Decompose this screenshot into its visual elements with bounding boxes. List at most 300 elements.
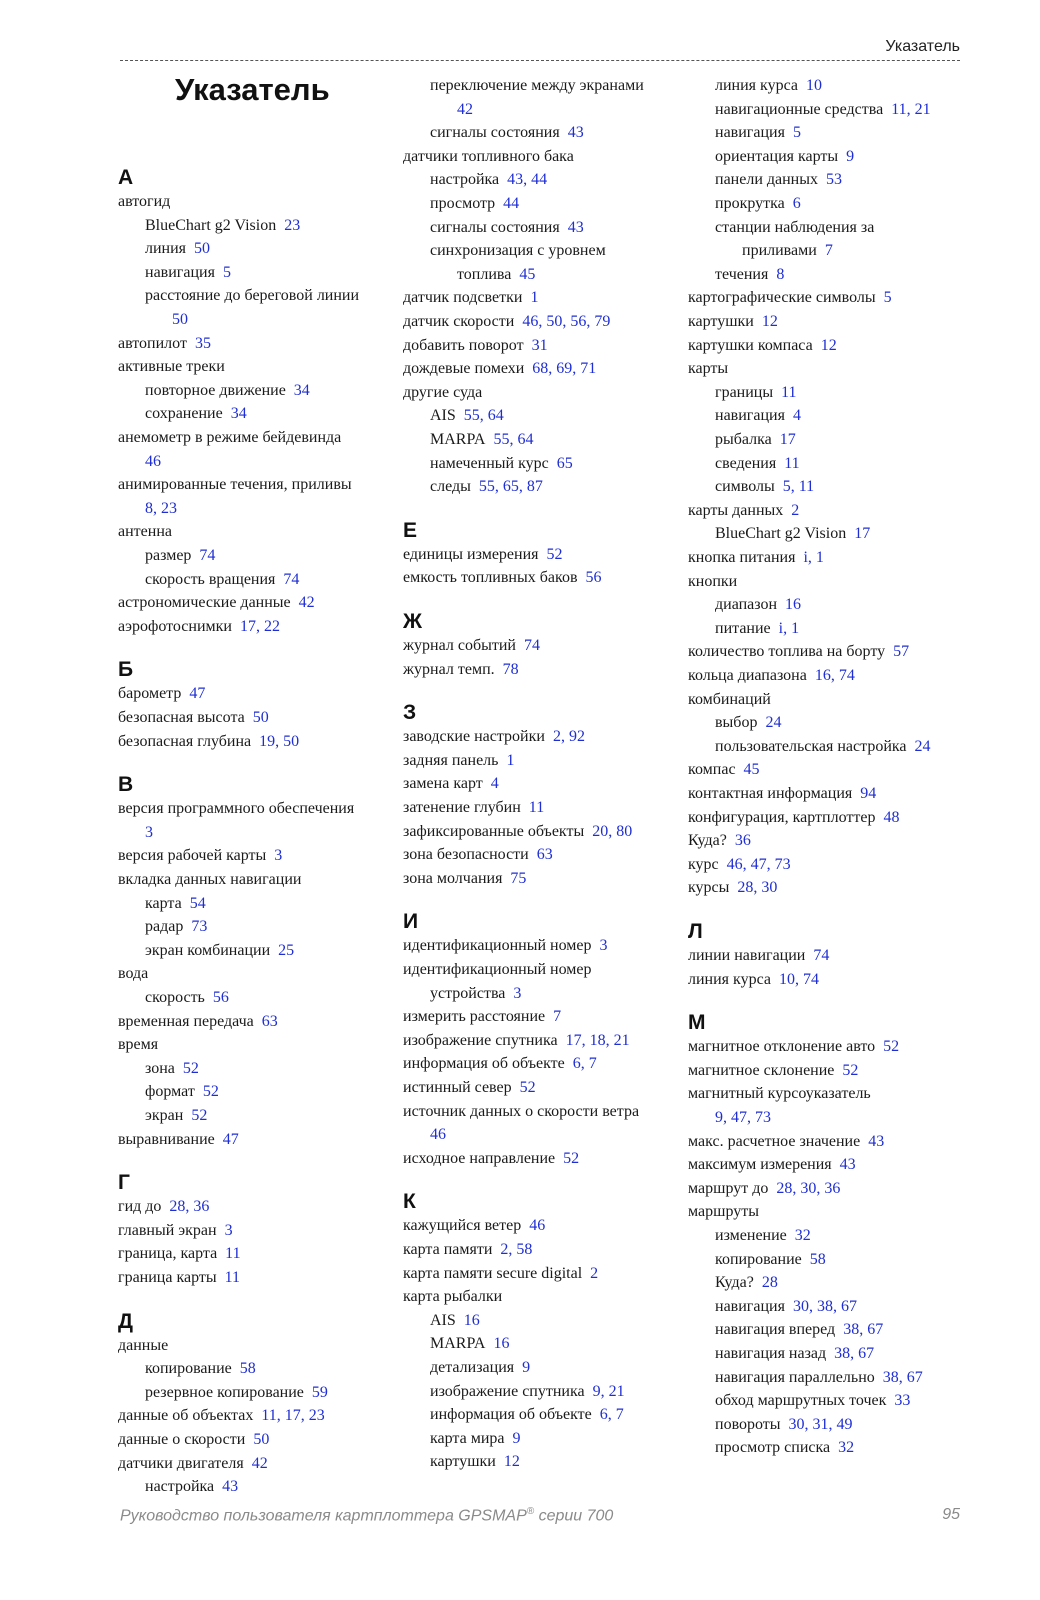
page-link[interactable]: 55 (478, 478, 495, 496)
entry-term: конфигурация, картплоттер (688, 808, 876, 826)
page-link[interactable]: 58 (239, 1360, 256, 1378)
index-entry (118, 1244, 241, 1264)
entry-term: информация об объекте (403, 1055, 565, 1073)
index-subentry (430, 76, 644, 96)
page-link[interactable]: 28 (169, 1198, 186, 1216)
entry-term: копирование (715, 1250, 802, 1268)
entry-term: питание (715, 619, 771, 637)
index-subentry (145, 1059, 199, 1079)
entry-term: курсы (688, 879, 730, 897)
page-link[interactable]: 74 (283, 570, 300, 588)
page-link[interactable]: 18 (589, 1031, 606, 1049)
page-link[interactable]: 74 (199, 547, 216, 564)
page-link[interactable]: 63 (536, 846, 553, 864)
index-entry (118, 1454, 268, 1474)
page-link[interactable]: 67 (906, 1368, 923, 1386)
page-link[interactable]: 1 (815, 549, 824, 566)
page-link[interactable]: 47 (731, 1109, 747, 1126)
page-link[interactable]: 30 (800, 1179, 817, 1197)
section-letter: З (403, 701, 417, 725)
entry-term: течения (715, 265, 769, 283)
page-link[interactable]: 10 (805, 77, 822, 94)
page-link[interactable]: 46 (430, 1126, 446, 1144)
index-subentry (715, 170, 842, 190)
page-link[interactable]: 16 (814, 667, 831, 684)
page-link[interactable]: 11 (261, 1407, 277, 1425)
entry-term: курс (688, 855, 719, 873)
page-link[interactable]: 11 (798, 478, 815, 496)
page-link[interactable]: 1 (506, 751, 515, 769)
page-link[interactable]: 80 (616, 822, 633, 840)
page-link[interactable]: 87 (526, 478, 543, 496)
page-link[interactable]: 54 (189, 894, 206, 912)
page-link[interactable]: 17 (779, 431, 796, 448)
page-link[interactable]: 22 (264, 617, 280, 635)
page-link[interactable]: 52 (202, 1083, 219, 1101)
page-link[interactable]: 46 (145, 452, 161, 470)
page-link[interactable]: 52 (546, 545, 563, 563)
page-link[interactable]: 28 (737, 879, 754, 897)
entry-term: макс. расчетное значение (688, 1132, 861, 1150)
index-subentry: изображение спутника 9, 21 (430, 1382, 625, 1400)
page-link[interactable]: 7 (588, 1055, 597, 1073)
index-entry (688, 1155, 856, 1175)
index-subentry: следы 55, 65, 87 (430, 478, 543, 496)
page-link[interactable]: 47 (189, 685, 206, 703)
page-link[interactable]: 50 (252, 709, 269, 726)
entry-term: картушки компаса (688, 336, 813, 354)
index-entry (118, 1430, 269, 1450)
page-link[interactable]: 5 (792, 124, 801, 142)
page-link[interactable]: 64 (487, 407, 504, 425)
index-subentry (145, 263, 231, 283)
page-link[interactable]: 38 (843, 1321, 860, 1339)
entry-term: символы (715, 478, 775, 496)
page-link[interactable]: 3 (599, 937, 608, 955)
page-link[interactable]: 67 (840, 1297, 857, 1315)
page-link[interactable]: 36 (193, 1198, 210, 1216)
entry-term: версия программного обеспечения (118, 800, 355, 818)
entry-term: карта памяти (403, 1241, 493, 1258)
entry-term: синхронизация с уровнем (430, 242, 606, 260)
page-link[interactable]: 16 (493, 1335, 510, 1353)
page-link[interactable]: 78 (502, 660, 519, 678)
page-link[interactable]: 3 (274, 847, 283, 865)
page-link[interactable]: 47 (750, 855, 767, 873)
index-entry (688, 784, 876, 804)
index-entry: маршрут до 28, 30, 36 (688, 1179, 841, 1197)
page-link[interactable]: 64 (517, 431, 534, 448)
index-entry (403, 1007, 561, 1027)
page-link[interactable]: 10 (778, 970, 795, 988)
entry-term: магнитный курсоуказатель (688, 1085, 871, 1103)
page-link[interactable]: 12 (761, 313, 778, 330)
entry-term: картушки (430, 1453, 496, 1471)
entry-term: карта (145, 894, 182, 912)
page-link[interactable]: 16 (463, 1311, 480, 1329)
page-link[interactable]: 73 (191, 918, 208, 936)
page-link[interactable]: 9 (592, 1382, 601, 1400)
index-subentry (430, 218, 584, 238)
index-subentry: навигация назад 38, 67 (715, 1345, 875, 1362)
page-link[interactable]: 52 (883, 1038, 900, 1056)
page-link[interactable]: 50 (253, 1431, 270, 1448)
page-link[interactable]: 24 (914, 737, 931, 755)
page-link[interactable]: 38 (882, 1368, 899, 1386)
page-link[interactable]: 56 (212, 989, 229, 1006)
page-link[interactable]: 65 (556, 454, 573, 472)
page-link[interactable]: 11 (528, 799, 545, 816)
entry-term: количество топлива на борту (688, 643, 886, 661)
entry-term: повороты (715, 1415, 781, 1433)
page-link[interactable]: 12 (503, 1453, 520, 1471)
entry-term: зона (145, 1059, 175, 1077)
page-link[interactable]: 56 (570, 313, 587, 330)
index-entry (118, 1130, 239, 1150)
entry-term: аэрофотоснимки (118, 617, 232, 635)
entry-term: изображение спутника (430, 1382, 585, 1400)
page-link[interactable]: 43 (839, 1156, 856, 1174)
page-link[interactable]: 74 (813, 947, 830, 964)
page-link[interactable]: 52 (191, 1107, 208, 1124)
index-entry (688, 501, 799, 521)
page-link[interactable]: 43 (507, 171, 524, 189)
index-entry (403, 336, 548, 356)
page-link[interactable]: 46 (529, 1217, 546, 1235)
entry-term: экран (145, 1107, 184, 1124)
entry-term: повторное движение (145, 381, 286, 399)
index-subentry (715, 76, 822, 96)
page-link[interactable]: 73 (774, 855, 791, 873)
page-link[interactable]: 47 (222, 1130, 239, 1148)
page-link[interactable]: 52 (519, 1079, 536, 1096)
page-link[interactable]: 52 (182, 1059, 199, 1077)
index-entry-continuation (457, 100, 473, 120)
entry-term: исходное направление (403, 1149, 556, 1167)
page-link[interactable]: 79 (594, 313, 611, 330)
entry-term: копирование (145, 1360, 232, 1378)
index-entry: заводские настройки 2, 92 (403, 728, 585, 746)
page-link[interactable]: 11 (224, 1269, 241, 1286)
page-link[interactable]: 42 (251, 1454, 268, 1472)
entry-term: данные о скорости (118, 1431, 246, 1448)
page-link[interactable]: 32 (794, 1227, 811, 1244)
section-letter: Ж (403, 610, 422, 633)
section-letter: Д (118, 1309, 133, 1333)
entry-term: BlueChart g2 Vision (145, 216, 277, 234)
entry-term: вкладка данных навигации (118, 871, 302, 888)
page-link[interactable]: 9 (522, 1359, 531, 1376)
page-link[interactable]: 38 (834, 1345, 851, 1362)
entry-term: резервное копирование (145, 1383, 304, 1401)
entry-term: сигналы состояния (430, 124, 560, 142)
index-entry (688, 572, 737, 592)
page-link[interactable]: 2 (791, 501, 800, 519)
index-entry: кольца диапазона 16, 74 (688, 667, 855, 684)
entry-term: сигналы состояния (430, 218, 560, 236)
footer-series-text: серии 700 (534, 1507, 614, 1525)
entry-term: навигация (715, 124, 785, 142)
entry-term: намеченный курс (430, 454, 549, 472)
index-subentry: навигация параллельно 38, 67 (715, 1368, 923, 1386)
index-entry: безопасная глубина 19, 50 (118, 732, 300, 750)
page-link[interactable]: 48 (883, 808, 900, 826)
page-link[interactable]: 45 (519, 265, 536, 283)
page-link[interactable]: 21 (608, 1382, 625, 1400)
page-link[interactable]: 21 (914, 100, 931, 118)
page-link[interactable]: 9 (846, 147, 855, 165)
entry-term: Куда? (715, 1274, 754, 1292)
entry-term: замена карт (403, 775, 483, 793)
page-link[interactable]: 6 (792, 195, 801, 212)
page-link[interactable]: 1 (530, 289, 539, 307)
page-link[interactable]: 53 (826, 171, 842, 189)
entry-term: маршрут до (688, 1179, 769, 1197)
index-entry (403, 798, 544, 818)
page-link[interactable]: 43 (567, 124, 584, 142)
entry-term: границы (715, 383, 774, 401)
index-entry (403, 1149, 579, 1169)
index-entry (118, 846, 282, 866)
page-link[interactable]: 28 (776, 1179, 793, 1197)
page-link[interactable]: 3 (145, 823, 153, 841)
page-link[interactable]: 52 (563, 1149, 580, 1167)
page-link[interactable]: 38 (816, 1297, 833, 1315)
page-link[interactable]: 30 (788, 1415, 805, 1433)
page-link[interactable]: 3 (513, 984, 522, 1002)
page-link[interactable]: 23 (284, 216, 301, 234)
index-subentry: навигация 30, 38, 67 (715, 1297, 857, 1315)
page-link[interactable]: 56 (585, 569, 602, 587)
entry-term: идентификационный номер (403, 937, 592, 955)
page-link[interactable]: 74 (838, 667, 855, 684)
entry-term: картушки (688, 313, 754, 330)
footer-manual-title (120, 1506, 613, 1525)
page-link[interactable]: 28 (761, 1274, 778, 1292)
index-subentry (715, 383, 797, 403)
entry-term: навигация (715, 1297, 785, 1315)
page-link[interactable]: 55 (493, 431, 510, 448)
entry-term: информация об объекте (430, 1406, 592, 1424)
entry-term: активные треки (118, 358, 225, 376)
page-link[interactable]: 55 (463, 407, 480, 425)
page-link[interactable]: 46 (726, 855, 743, 873)
index-entry: гид до 28, 36 (118, 1198, 210, 1216)
page-link[interactable]: 75 (510, 869, 527, 887)
page-link[interactable]: 50 (194, 240, 211, 258)
page-link[interactable]: 8 (776, 265, 785, 283)
index-entry: изображение спутника 17, 18, 21 (403, 1031, 630, 1049)
page-link[interactable]: 17 (854, 525, 871, 543)
page-link[interactable]: i (778, 619, 784, 637)
page-link[interactable]: 5 (222, 263, 231, 281)
page-link[interactable]: 44 (531, 171, 548, 189)
entry-term: журнал темп. (403, 660, 495, 678)
index-entry (403, 1078, 536, 1098)
index-entry (403, 1264, 598, 1284)
running-header: Указатель (885, 38, 960, 55)
entry-term: навигация назад (715, 1345, 827, 1362)
entry-term: топлива (457, 265, 512, 283)
entry-term: астрономические данные (118, 594, 291, 612)
page-link[interactable]: 6 (572, 1055, 581, 1073)
page-link[interactable]: 69 (556, 360, 573, 378)
page-link[interactable]: 23 (308, 1407, 325, 1425)
page-link[interactable]: 44 (503, 195, 520, 212)
index-entry (403, 936, 608, 956)
entry-term: журнал событий (403, 637, 516, 654)
page-link[interactable]: 43 (222, 1478, 239, 1496)
index-subentry (145, 404, 247, 424)
page-link[interactable]: 43 (567, 218, 584, 236)
page-link[interactable]: 32 (838, 1439, 855, 1457)
page-link[interactable]: 7 (553, 1008, 562, 1026)
page-link[interactable]: 35 (194, 334, 211, 352)
page-link[interactable]: 11 (784, 454, 800, 472)
section-letter: И (403, 910, 419, 934)
page-link[interactable]: 58 (516, 1241, 533, 1258)
page-link[interactable]: 17 (284, 1407, 301, 1425)
page-link[interactable]: 36 (824, 1179, 841, 1197)
page-link[interactable]: 50 (546, 313, 563, 330)
entry-term: магнитное склонение (688, 1061, 835, 1079)
index-subentry (145, 941, 294, 961)
page-link[interactable]: 23 (161, 499, 177, 517)
index-subentry (715, 595, 801, 615)
entry-term: автопилот (118, 334, 187, 352)
page-link[interactable]: 19 (259, 732, 276, 750)
page-link[interactable]: 5 (883, 289, 892, 307)
page-link[interactable]: 31 (812, 1415, 829, 1433)
page-link[interactable]: 31 (531, 336, 548, 354)
page-link[interactable]: 9 (715, 1109, 723, 1126)
page-link[interactable]: 42 (457, 100, 473, 118)
page-link[interactable]: 17 (565, 1031, 582, 1049)
page-link[interactable]: 12 (820, 336, 837, 354)
index-entry (688, 359, 728, 379)
page-link[interactable]: 49 (836, 1415, 853, 1433)
index-entry (688, 1037, 899, 1057)
entry-term: карты (688, 360, 729, 378)
page-link[interactable]: 59 (311, 1383, 328, 1401)
page-link[interactable]: 17 (240, 617, 256, 635)
index-entry (118, 799, 354, 819)
entry-term: магнитное отклонение авто (688, 1038, 876, 1056)
page-link[interactable]: 11 (891, 100, 907, 118)
index-subentry (715, 1226, 811, 1246)
entry-term: истинный север (403, 1079, 512, 1096)
entry-term: навигация (715, 407, 785, 425)
page-link[interactable]: 5 (782, 478, 791, 496)
entry-term: устройства (430, 984, 506, 1002)
page-link[interactable]: 30 (792, 1297, 809, 1315)
page-link[interactable]: 25 (278, 941, 295, 959)
page-link[interactable]: 3 (224, 1221, 233, 1239)
page-link[interactable]: 24 (765, 714, 782, 732)
page-link[interactable]: 52 (842, 1061, 859, 1079)
index-entry (118, 964, 148, 984)
entry-term: антенна (118, 523, 172, 541)
page-link[interactable]: 11 (225, 1245, 241, 1263)
page-link[interactable]: 71 (580, 360, 597, 378)
page-link[interactable]: 1 (791, 619, 800, 637)
index-entry-continuation (145, 452, 161, 472)
page-link[interactable]: 50 (172, 311, 188, 328)
page-link[interactable]: 58 (809, 1250, 826, 1268)
page-link[interactable]: 30 (761, 879, 778, 897)
page-link[interactable]: 45 (743, 761, 760, 779)
page-link[interactable]: 50 (283, 732, 300, 750)
entry-term: безопасная высота (118, 709, 245, 726)
entry-term: кнопки (688, 572, 738, 590)
page-link[interactable]: 34 (230, 405, 247, 423)
entry-term: пользовательская настройка (715, 737, 907, 755)
page-link[interactable]: 67 (858, 1345, 875, 1362)
entry-term: MARPA (430, 1335, 486, 1353)
index-entry (403, 845, 553, 865)
index-subentry (715, 1438, 854, 1458)
page-link[interactable]: 36 (734, 832, 751, 850)
index-subentry: настройка 43, 44 (430, 171, 548, 189)
page-link[interactable]: 74 (802, 970, 819, 988)
page-link[interactable]: 42 (298, 594, 315, 612)
page-link[interactable]: 20 (592, 822, 609, 840)
page-link[interactable]: 2 (552, 728, 561, 746)
entry-term: источник данных о скорости ветра (403, 1102, 640, 1120)
page-link[interactable]: 92 (568, 728, 585, 746)
index-entry: курс 46, 47, 73 (688, 855, 791, 873)
entry-term: расстояние до береговой линии (145, 287, 360, 305)
entry-term: выбор (715, 714, 758, 732)
page-link[interactable]: 16 (785, 596, 802, 614)
page-link[interactable]: 9 (512, 1429, 521, 1447)
page-link[interactable]: 57 (893, 643, 910, 661)
index-subentry (715, 406, 801, 426)
index-subentry (715, 218, 874, 238)
entry-term: максимум измерения (688, 1156, 832, 1174)
page-link[interactable]: 65 (502, 478, 519, 496)
page-link[interactable]: 43 (868, 1132, 885, 1150)
page-link[interactable]: 7 (615, 1406, 624, 1424)
page-link[interactable]: 6 (599, 1406, 608, 1424)
index-entry (118, 684, 205, 704)
page-link[interactable]: 7 (824, 242, 833, 260)
page-link[interactable]: 8 (145, 499, 153, 517)
page-link[interactable]: 4 (490, 775, 499, 793)
page-link[interactable]: 2 (500, 1241, 509, 1258)
page-link[interactable]: 63 (261, 1012, 278, 1030)
index-subentry (715, 1250, 826, 1270)
page-link[interactable]: 46 (522, 313, 539, 330)
page-link[interactable]: 4 (792, 407, 801, 425)
page-link[interactable]: 34 (293, 381, 310, 399)
page-link[interactable]: 33 (894, 1392, 911, 1410)
page-link[interactable]: 11 (781, 383, 797, 401)
page-link[interactable]: 21 (613, 1031, 630, 1049)
page-link[interactable]: i (803, 549, 808, 566)
index-entry (403, 568, 602, 588)
page-link[interactable]: 68 (532, 360, 549, 378)
page-link[interactable]: 73 (755, 1109, 771, 1126)
page-link[interactable]: 94 (860, 785, 877, 802)
section-letter: Л (688, 920, 703, 943)
page-link[interactable]: 67 (867, 1321, 884, 1339)
index-subentry (430, 1429, 521, 1449)
index-entry-continuation (742, 241, 833, 261)
page-link[interactable]: 2 (590, 1264, 599, 1282)
entry-term: датчики двигателя (118, 1454, 244, 1472)
page-link[interactable]: 74 (523, 637, 540, 654)
